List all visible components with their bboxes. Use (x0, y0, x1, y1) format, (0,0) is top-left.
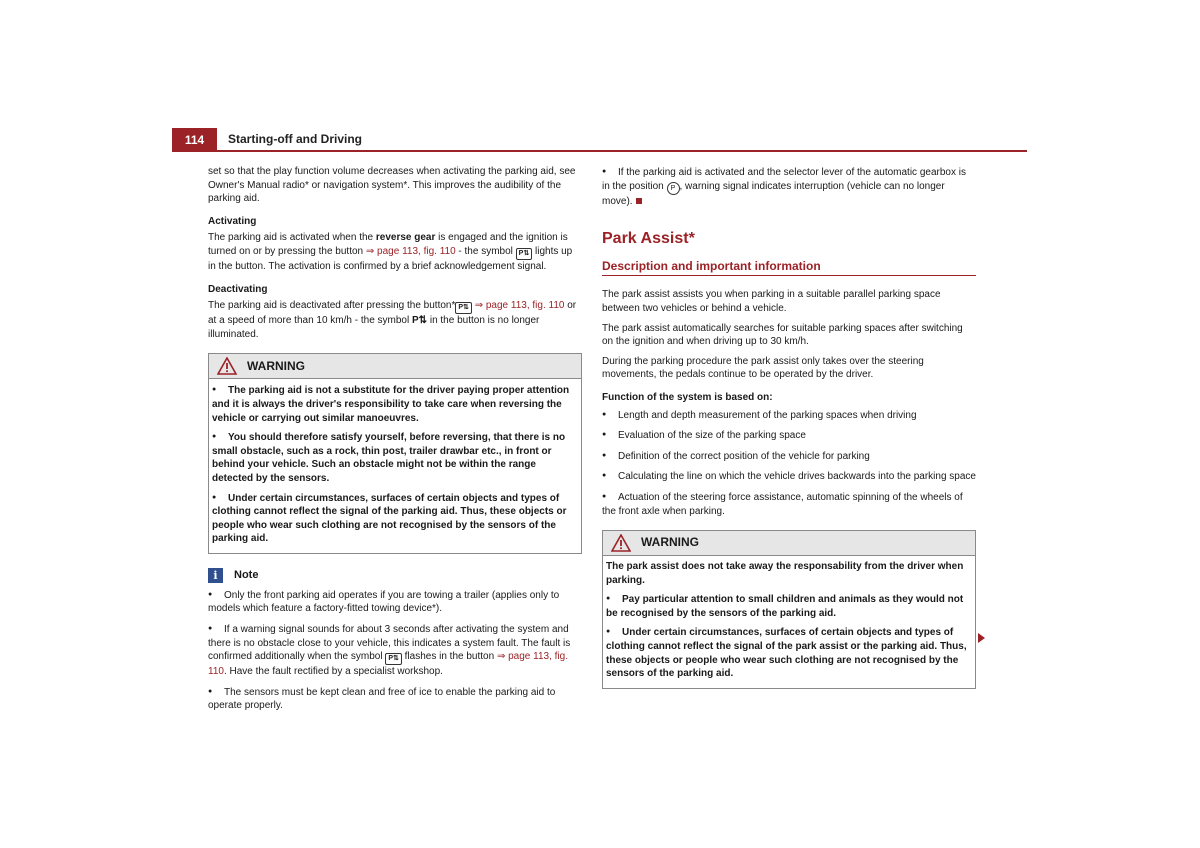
activating-heading: Activating (208, 215, 257, 227)
function-item: ●Length and depth measurement of the parking spaces when driving (602, 408, 976, 423)
page-reference-link[interactable]: ⇒ page 113, fig. 110 (208, 651, 568, 678)
page-reference-link[interactable]: ⇒ page 113, fig. 110 (471, 300, 565, 312)
bullet-icon (212, 430, 228, 445)
warning-item: ●Pay particular attention to small children and animals as they would not be recognised by the sensors of the parking aid. (606, 592, 971, 620)
continue-arrow-icon (978, 633, 985, 643)
parking-aid-symbol-icon: P⇅ (455, 302, 472, 314)
automatic-gearbox-paragraph: ●If the parking aid is activated and the selector lever of the automatic gearbox is in the position P , warning signal indicates interruption (vehicle can no longer move). (602, 165, 976, 208)
body-paragraph: During the parking procedure the park assist only takes over the steering movements, the pedals continue to be operated by the driver. (602, 355, 924, 381)
right-column (602, 165, 976, 703)
function-item: ●Evaluation of the size of the parking space (602, 428, 976, 443)
bullet-icon (208, 622, 224, 637)
bullet-icon (208, 685, 224, 700)
intro-paragraph: set so that the play function volume decreases when activating the parking aid, see Owner's Manual radio* or navigation system*. This improves the audibility of the parking aid. (208, 166, 576, 205)
warning-item: ●Under certain circumstances, surfaces of certain objects and types of clothing cannot reflect the signal of the parking aid. Thus, these objects or people who wear such clothing are not recognised by the sensors of the parking aid. (212, 491, 577, 546)
bullet-icon (602, 490, 618, 505)
bullet-icon (606, 592, 622, 607)
left-column (208, 165, 582, 719)
function-heading: Function of the system is based on: (602, 391, 773, 403)
warning-box-header (603, 531, 975, 556)
note-title: Note (234, 568, 259, 581)
bullet-icon (602, 469, 618, 484)
bullet-icon (602, 408, 618, 423)
function-item: ●Calculating the line on which the vehicle drives backwards into the parking space (602, 469, 976, 484)
warning-title: WARNING (247, 358, 305, 373)
warning-triangle-icon (217, 357, 237, 375)
warning-box-header (209, 354, 581, 379)
warning-box-parking-aid (208, 353, 582, 554)
note-item: ●Only the front parking aid operates if you are towing a trailer (applies only to models which feature a factory-fitted towing device*). (208, 588, 582, 616)
deactivating-heading: Deactivating (208, 283, 268, 295)
warning-box-body (209, 379, 581, 553)
warning-item: ●Under certain circumstances, surfaces of certain objects and types of clothing cannot reflect the signal of the park assist or the parking aid. Thus, these objects or people who wear such clothing are not recognised by the sensors of the parking aid. (606, 625, 971, 680)
warning-box-body (603, 556, 975, 688)
warning-triangle-icon (611, 534, 631, 552)
end-of-section-icon (636, 198, 642, 204)
gear-position-p-icon: P (667, 182, 680, 195)
warning-box-park-assist (602, 530, 976, 689)
bullet-icon (208, 588, 224, 603)
page-number: 114 (172, 128, 217, 150)
note-item: ●The sensors must be kept clean and free of ice to enable the parking aid to operate properly. (208, 685, 582, 713)
note-heading (208, 568, 582, 583)
bullet-icon (606, 625, 622, 640)
bullet-icon (212, 383, 228, 398)
bullet-icon (602, 449, 618, 464)
subsection-title: Description and important information (602, 260, 976, 277)
parking-aid-symbol-icon: P⇅ (516, 248, 533, 260)
note-item: ●If a warning signal sounds for about 3 seconds after activating the system and there is no obstacle close to your vehicle, this indicates a system fault. The fault is confirmed additionally when the symbol P⇅ flashes in the button ⇒ page 113, fig. 110. Have the fault rectified by a specialist workshop. (208, 622, 582, 679)
info-icon: i (208, 568, 223, 583)
parking-aid-symbol-icon: P⇅ (385, 653, 402, 665)
page-header (172, 128, 1027, 152)
bullet-icon (602, 428, 618, 443)
running-title: Starting-off and Driving (228, 132, 362, 146)
warning-item: ●You should therefore satisfy yourself, before reversing, that there is no small obstacle, such as a rock, thin post, trailer drawbar etc., in front or behind your vehicle. Such an obstacle might not be within the range detected by the sensors. (212, 430, 577, 485)
bullet-icon (212, 491, 228, 506)
parking-aid-symbol-icon: P⇅ (412, 315, 428, 327)
activating-paragraph: The parking aid is activated when the reverse gear is engaged and the ignition is turned on or by pressing the button ⇒ page 113, fig. 110 - the symbol P⇅ lights up in the button. The activation is confirmed by a brief acknowledgement signal. (208, 232, 573, 272)
page-reference-link[interactable]: ⇒ page 113, fig. 110 (365, 245, 456, 257)
warning-lead: The park assist does not take away the responsability from the driver when parking. (606, 561, 964, 586)
bullet-icon (602, 165, 618, 180)
section-title: Park Assist* (602, 230, 695, 248)
deactivating-paragraph: The parking aid is deactivated after pressing the button* P⇅ ⇒ page 113, fig. 110 or at a speed of more than 10 km/h - the symbol P⇅ in the button is no longer illuminated. (208, 300, 577, 340)
function-item: ●Definition of the correct position of the vehicle for parking (602, 449, 976, 464)
body-paragraph: The park assist assists you when parking in a suitable parallel parking space between two vehicles or behind a vehicle. (602, 289, 941, 314)
warning-item: ●The parking aid is not a substitute for the driver paying proper attention and it is always the driver's responsibility to take care when reversing the vehicle or carrying out similar manoeuvres. (212, 383, 577, 425)
warning-title: WARNING (641, 535, 699, 550)
body-paragraph: The park assist automatically searches for suitable parking spaces after switching on the ignition and when driving up to 30 km/h. (602, 322, 963, 348)
function-item: ●Actuation of the steering force assistance, automatic spinning of the wheels of the front axle when parking. (602, 490, 976, 518)
